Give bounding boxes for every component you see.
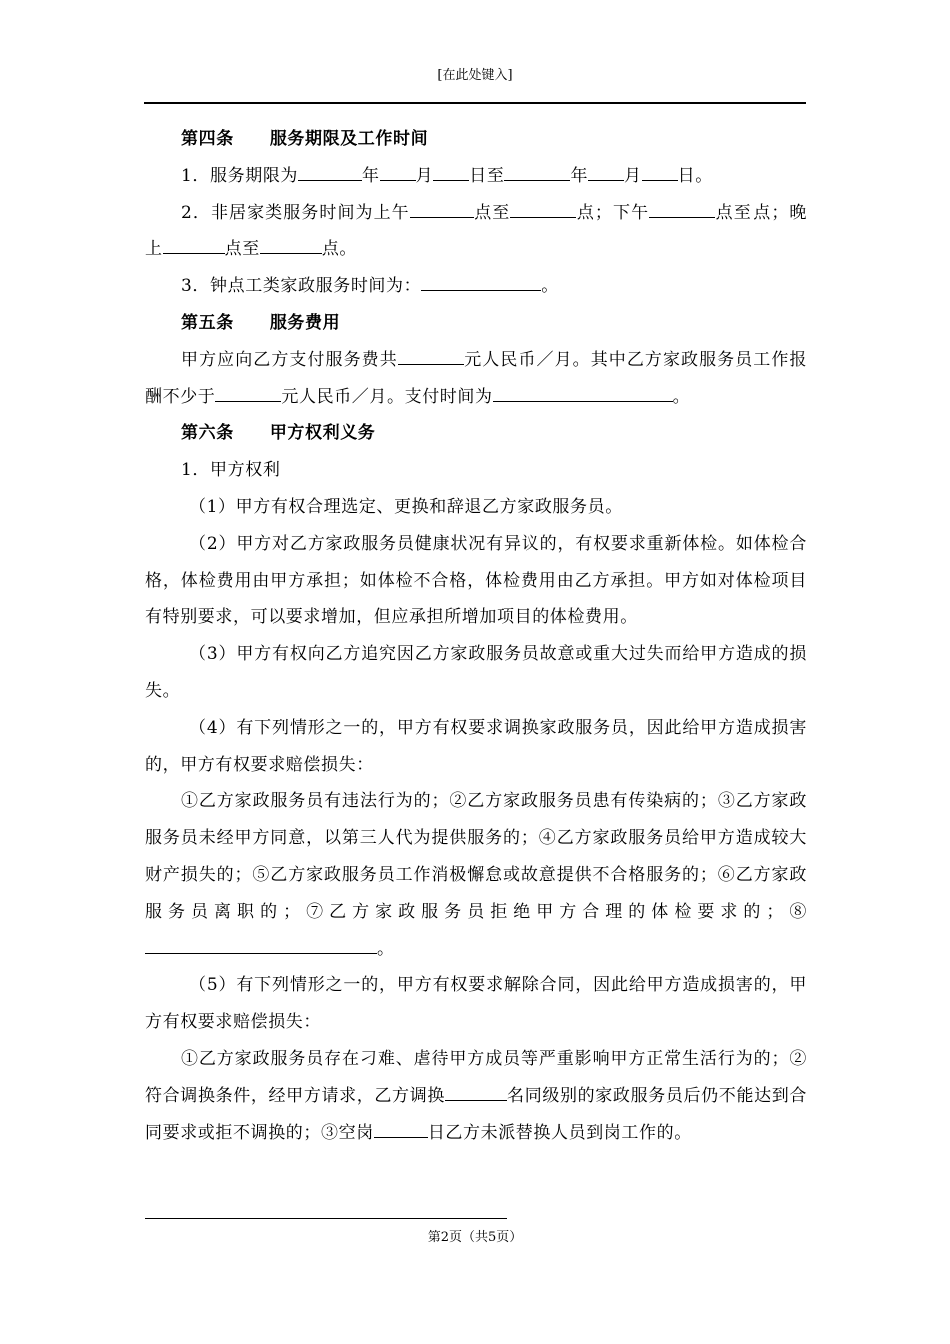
text-fragment: 日至 xyxy=(469,165,505,186)
right-item-2: （2）甲方对乙方家政服务员健康状况有异议的，有权要求重新体检。如体检合格，体检费用由甲方承担；如体检不合格，体检费用由乙方承担。甲方如对体检项目有特别要求，可以要求增加，但应承担所增加项目的体检费用。 xyxy=(145,533,807,628)
page-header: [在此处键入] xyxy=(437,68,513,83)
text-fragment: 。 xyxy=(377,938,395,959)
text-fragment: 点；晚上 xyxy=(145,202,807,260)
text-fragment: 1．服务期限为 xyxy=(181,165,299,186)
blank-field[interactable] xyxy=(421,289,541,291)
article-5-number: 第五条 xyxy=(181,312,234,333)
text-fragment: 。 xyxy=(672,386,691,407)
article-5-title: 服务费用 xyxy=(269,312,341,333)
right-item-5-list xyxy=(145,1041,807,1151)
blank-field[interactable] xyxy=(493,400,673,402)
footer-rule xyxy=(145,1218,507,1219)
article-5-paragraph xyxy=(145,342,807,416)
article-4-item-2 xyxy=(145,195,807,269)
text-fragment: 点；下午 xyxy=(576,202,650,223)
blank-field[interactable] xyxy=(260,252,322,254)
blank-field[interactable] xyxy=(215,400,281,402)
article-4-heading xyxy=(145,121,807,158)
article-6-heading xyxy=(145,415,807,452)
text-fragment: 点至 xyxy=(473,202,511,223)
article-4-item-3 xyxy=(145,268,807,305)
blank-field[interactable] xyxy=(145,952,377,954)
article-4-number: 第四条 xyxy=(181,129,234,149)
blank-field[interactable] xyxy=(642,179,678,181)
blank-field[interactable] xyxy=(433,179,469,181)
blank-field[interactable] xyxy=(163,252,225,254)
right-item-1: （1）甲方有权合理选定、更换和辞退乙方家政服务员。 xyxy=(189,496,623,517)
text-fragment: 月 xyxy=(624,165,642,186)
page-footer: 第2页（共5页） xyxy=(427,1230,523,1245)
text-fragment: 2．非居家类服务时间为上午 xyxy=(181,202,410,223)
blank-field[interactable] xyxy=(398,363,464,365)
text-fragment: ①乙方家政服务员存在刁难、虐待甲方成员等严重影响甲方正常生活行为的；②符合调换条件，经甲方请求，乙方调换 xyxy=(145,1048,807,1106)
text-fragment: 月 xyxy=(415,165,434,186)
blank-field[interactable] xyxy=(445,1099,507,1101)
blank-field[interactable] xyxy=(588,179,624,181)
text-fragment: 甲方应向乙方支付服务费共 xyxy=(181,349,398,370)
blank-field[interactable] xyxy=(649,216,715,218)
text-fragment: 。 xyxy=(541,276,559,297)
blank-field[interactable] xyxy=(298,179,362,181)
text-fragment: 元人民币／月。其中乙方家政服务员工作报酬不少于 xyxy=(145,349,808,407)
article-5-heading xyxy=(145,305,807,342)
article-6-number: 第六条 xyxy=(181,423,234,444)
article-4-item-1 xyxy=(145,158,807,195)
text-fragment: 年 xyxy=(570,165,589,186)
right-item-4: （4）有下列情形之一的，甲方有权要求调换家政服务员，因此给甲方造成损害的，甲方有权要求赔偿损失： xyxy=(145,717,807,775)
right-item-5: （5）有下列情形之一的，甲方有权要求解除合同，因此给甲方造成损害的，甲方有权要求赔偿损失： xyxy=(145,975,807,1033)
blank-field[interactable] xyxy=(504,179,570,181)
article-6-subheading: 1．甲方权利 xyxy=(181,460,281,481)
blank-field[interactable] xyxy=(380,179,416,181)
text-fragment: 点。 xyxy=(321,239,358,260)
article-4-title: 服务期限及工作时间 xyxy=(269,129,429,149)
blank-field[interactable] xyxy=(374,1136,428,1138)
text-fragment: ①乙方家政服务员有违法行为的；②乙方家政服务员患有传染病的；③乙方家政服务员未经甲方同意，以第三人代为提供服务的；④乙方家政服务员给甲方造成较大财产损失的；⑤乙方家政服务员工作消极懈怠或故意提供不合格服务的；⑥乙方家政服务员离职的；⑦乙方家政服务员拒绝甲方合理的体检要求的；⑧ xyxy=(145,791,807,922)
text-fragment: 3．钟点工类家政服务时间为： xyxy=(181,276,422,297)
text-fragment: 日乙方未派替换人员到岗工作的。 xyxy=(427,1122,692,1143)
blank-field[interactable] xyxy=(510,216,576,218)
text-fragment: 年 xyxy=(362,165,380,186)
text-fragment: 日。 xyxy=(677,165,713,186)
text-fragment: 名同级别的家政服务员后仍不能达到合同要求或拒不调换的；③空岗 xyxy=(145,1085,807,1143)
right-item-3: （3）甲方有权向乙方追究因乙方家政服务员故意或重大过失而给甲方造成的损失。 xyxy=(145,644,807,701)
text-fragment: 点至 xyxy=(224,239,260,260)
header-rule xyxy=(144,102,806,104)
blank-field[interactable] xyxy=(410,216,474,218)
text-fragment: 元人民币／月。支付时间为 xyxy=(281,386,493,407)
text-fragment: 点至 xyxy=(715,202,752,223)
right-item-4-list xyxy=(145,783,807,967)
document-body xyxy=(145,121,807,1151)
article-6-title: 甲方权利义务 xyxy=(269,423,376,444)
